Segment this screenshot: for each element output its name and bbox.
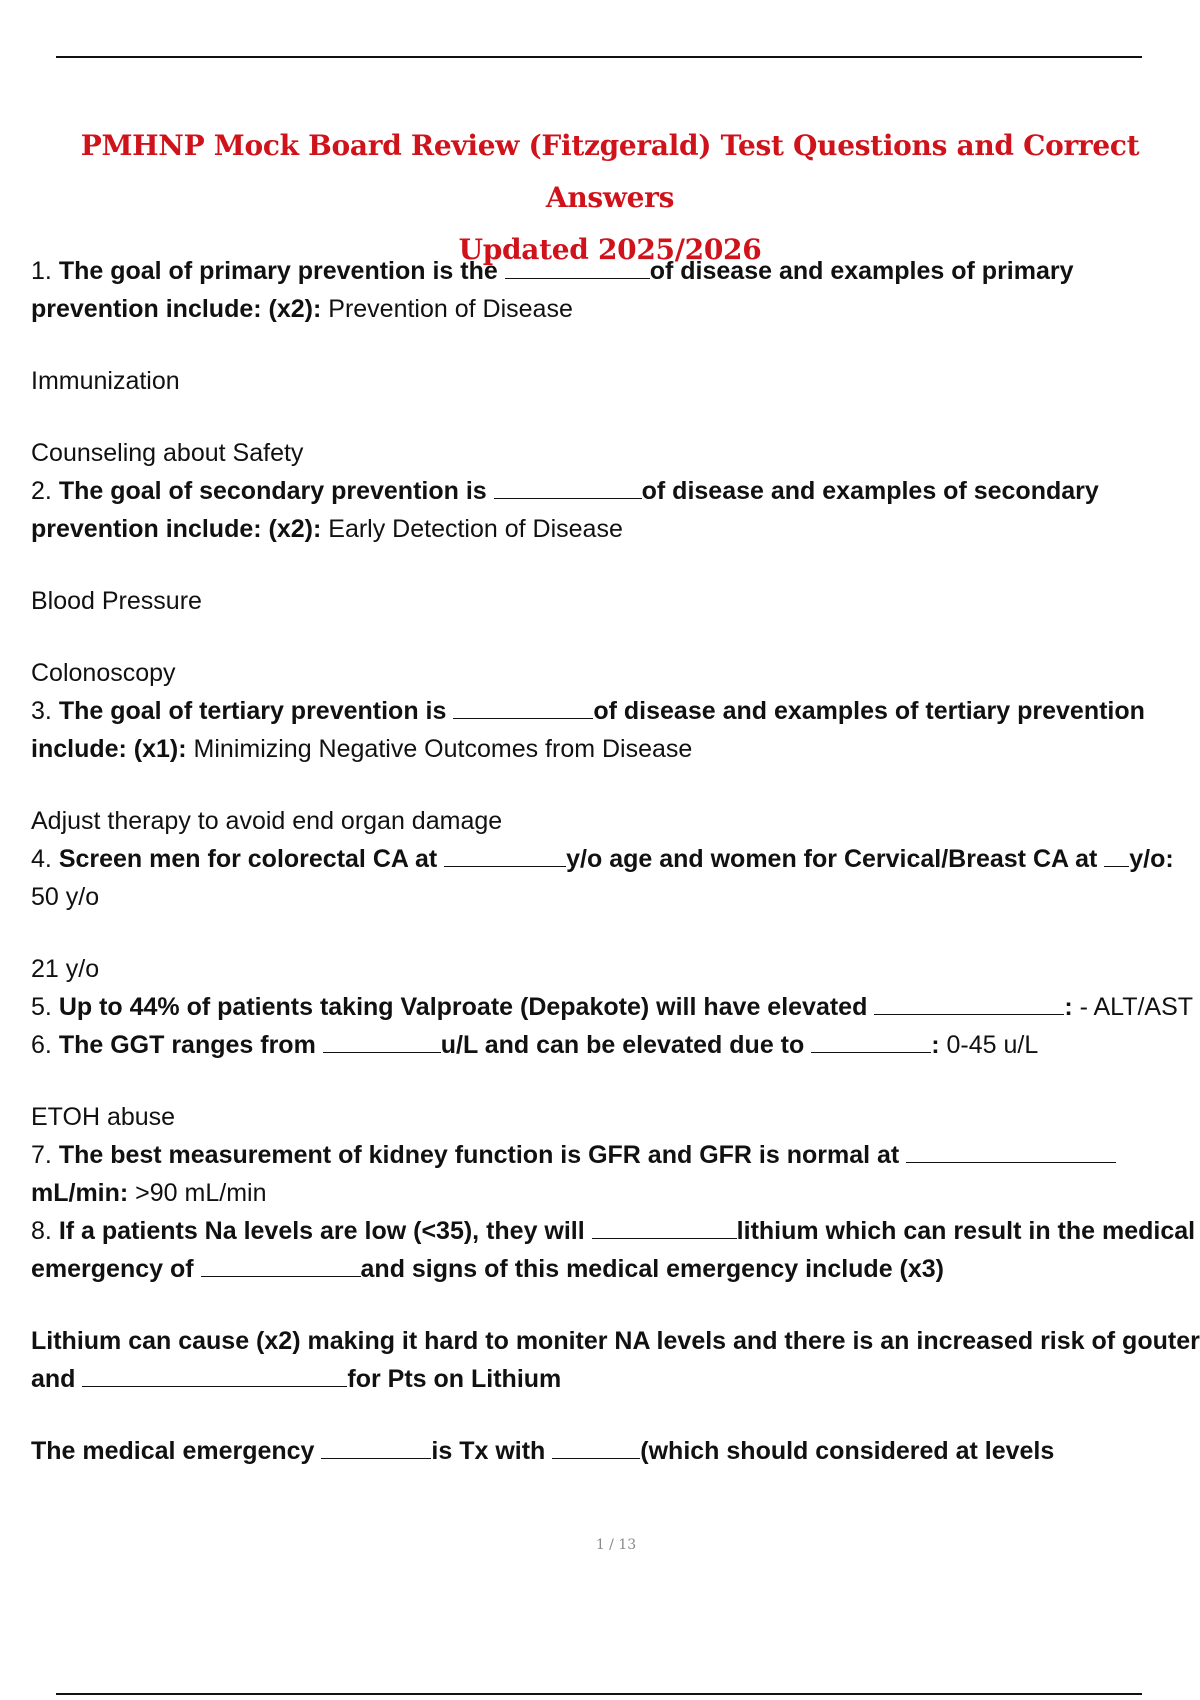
question-list <box>31 252 1200 1470</box>
answer-blank <box>201 1252 361 1277</box>
answer-blank <box>321 1434 431 1459</box>
answer-blank <box>552 1434 640 1459</box>
question-8-paragraph-2: Lithium can cause (x2) making it hard to moniter NA levels and there is an increased risk of gouter and for Pts on Lithium <box>31 1327 1200 1393</box>
answer-blank <box>82 1362 347 1387</box>
title-line-2: Updated 2025/2026 <box>458 233 762 266</box>
page-indicator: 1 / 13 <box>595 1537 637 1553</box>
answer-blank <box>874 990 1064 1015</box>
question-8-paragraph-3: The medical emergency is Tx with (which should considered at levels <box>31 1432 1200 1470</box>
answer-text: >90 mL/min <box>135 1179 267 1207</box>
answer-text: Minimizing Negative Outcomes from Disease <box>193 735 693 763</box>
title-line-1: PMHNP Mock Board Review (Fitzgerald) Test Questions and Correct Answers <box>80 129 1140 214</box>
answer-text: 0-45 u/L <box>946 1031 1039 1059</box>
answer-blank <box>453 694 593 719</box>
answer-blank <box>494 474 642 499</box>
top-rule <box>56 56 1142 58</box>
answer-extra: 21 y/o <box>31 955 100 983</box>
question-3: 3. The goal of tertiary prevention is of disease and examples of tertiary prevention include: (x1): Minimizing Negative Outcomes from Disease <box>31 692 1200 768</box>
answer-blank <box>906 1138 1116 1163</box>
answer-extra: Adjust therapy to avoid end organ damage <box>31 807 503 835</box>
question-6: 6. The GGT ranges from u/L and can be elevated due to : 0-45 u/L <box>31 1026 1200 1064</box>
answer-extra: Immunization <box>31 367 180 395</box>
answer-extra: Blood Pressure <box>31 587 202 615</box>
question-2: 2. The goal of secondary prevention is of disease and examples of secondary prevention include: (x2): Early Detection of Disease <box>31 472 1200 548</box>
answer-blank <box>505 254 650 279</box>
answer-blank <box>1104 842 1129 867</box>
answer-text: 50 y/o <box>31 883 100 911</box>
answer-blank <box>592 1214 737 1239</box>
answer-text: - ALT/AST <box>1079 993 1194 1021</box>
answer-text: Prevention of Disease <box>328 295 573 323</box>
answer-extra: Colonoscopy <box>31 659 176 687</box>
bottom-rule <box>56 1693 1142 1695</box>
question-7: 7. The best measurement of kidney function is GFR and GFR is normal at mL/min: >90 mL/min <box>31 1136 1200 1212</box>
answer-extra: ETOH abuse <box>31 1103 176 1131</box>
answer-blank <box>323 1028 441 1053</box>
answer-text: Early Detection of Disease <box>328 515 623 543</box>
answer-extra: Counseling about Safety <box>31 439 304 467</box>
question-8: 8. If a patients Na levels are low (<35), they will lithium which can result in the medical emergency of and signs of this medical emergency include (x3) <box>31 1212 1200 1288</box>
question-5: 5. Up to 44% of patients taking Valproate (Depakote) will have elevated : - ALT/AST <box>31 988 1200 1026</box>
answer-blank <box>444 842 566 867</box>
question-1: 1. The goal of primary prevention is the of disease and examples of primary prevention include: (x2): Prevention of Disease <box>31 252 1200 328</box>
question-4: 4. Screen men for colorectal CA at y/o age and women for Cervical/Breast CA at y/o: 50 y/o <box>31 840 1200 916</box>
answer-blank <box>811 1028 931 1053</box>
